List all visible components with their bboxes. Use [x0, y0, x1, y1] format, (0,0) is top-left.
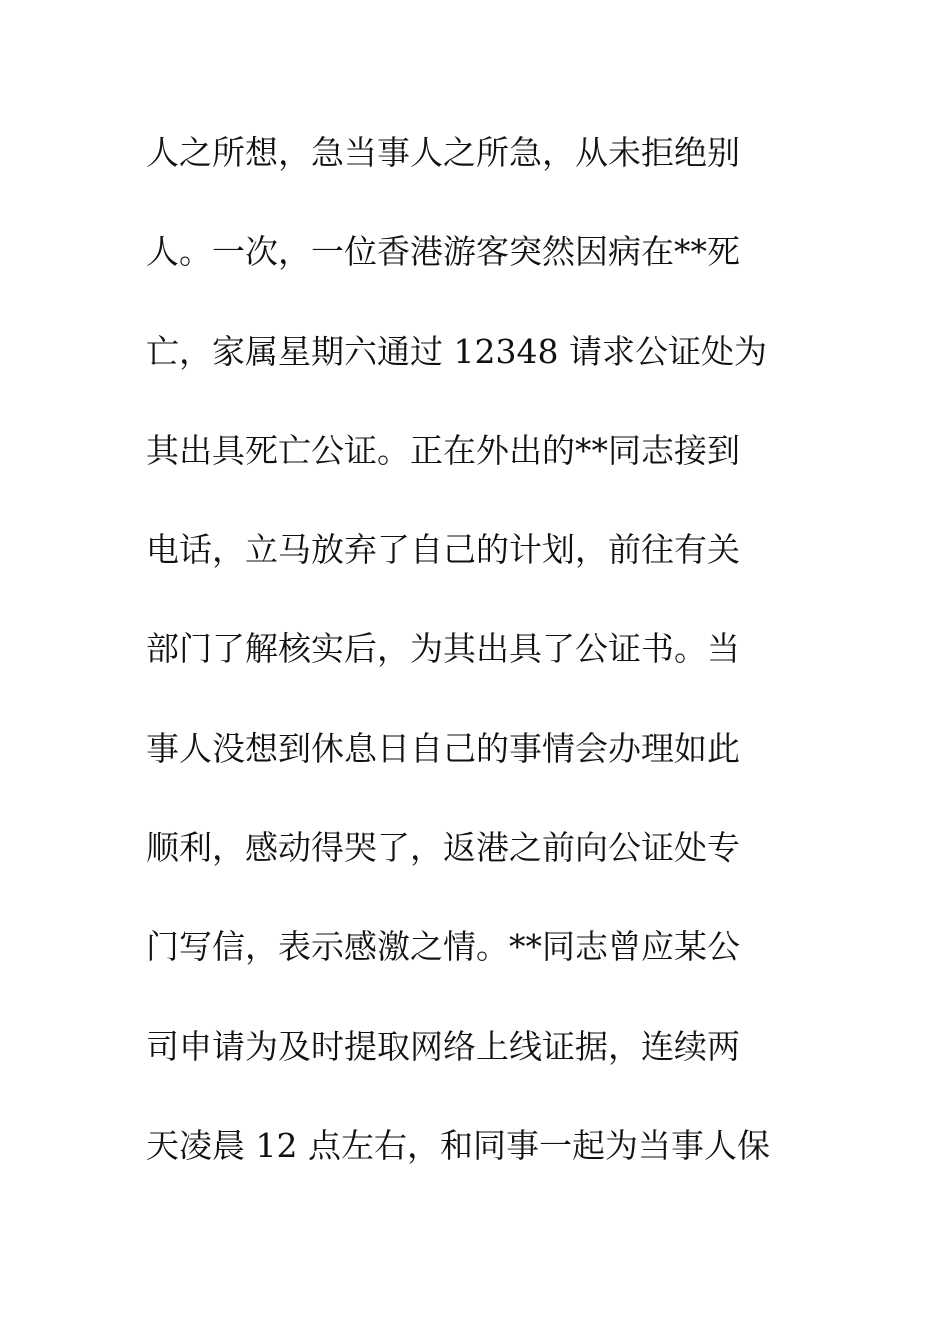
text-line: 部门了解核实后，为其出具了公证书。当	[146, 629, 740, 669]
body-text	[146, 128, 826, 1220]
text-line: 电话，立马放弃了自己的计划，前往有关	[146, 530, 740, 570]
text-line: 门写信，表示感激之情。**同志曾应某公	[146, 927, 740, 967]
text-line: 顺利，感动得哭了，返港之前向公证处专	[146, 828, 740, 868]
text-line: 其出具死亡公证。正在外出的**同志接到	[146, 430, 740, 470]
text-line: 事人没想到休息日自己的事情会办理如此	[146, 728, 740, 768]
text-line: 亡，家属星期六通过 12348 请求公证处为	[146, 331, 767, 371]
text-line: 司申请为及时提取网络上线证据，连续两	[146, 1026, 740, 1066]
text-line: 人之所想，急当事人之所急，从未拒绝别	[146, 133, 740, 172]
text-line: 人。一次，一位香港游客突然因病在**死	[146, 232, 740, 272]
text-line: 天凌晨 12 点左右，和同事一起为当事人保	[146, 1125, 770, 1165]
